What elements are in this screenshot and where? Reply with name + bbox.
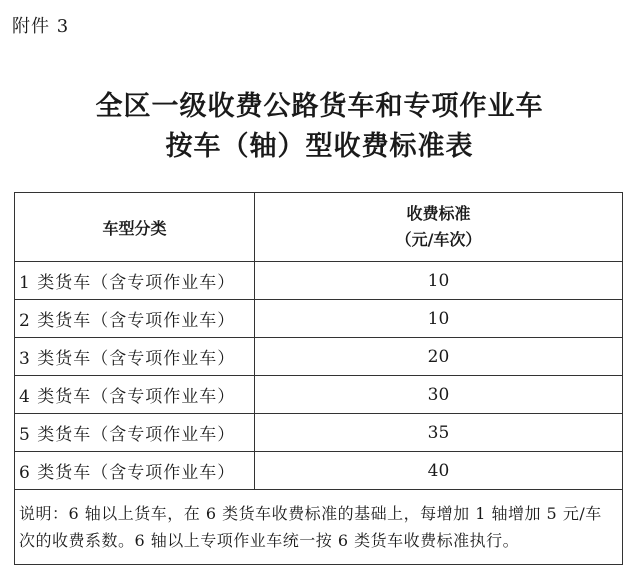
- table-row: [15, 300, 623, 338]
- page-title-line1: 全区一级收费公路货车和专项作业车: [95, 91, 544, 122]
- table-header-row: [15, 193, 623, 262]
- fee-standard-table: [14, 192, 623, 565]
- fee-cell: 30: [255, 376, 623, 414]
- header-fee-title: 收费标准: [406, 204, 471, 223]
- vehicle-type-cell: 2 类货车（含专项作业车）: [15, 300, 255, 338]
- header-fee-standard: [255, 193, 623, 262]
- fee-cell: 20: [255, 338, 623, 376]
- vehicle-type-cell: 6 类货车（含专项作业车）: [15, 452, 255, 490]
- attachment-label: 附件 3: [12, 16, 70, 37]
- table-row: [15, 452, 623, 490]
- table-row: [15, 414, 623, 452]
- header-fee-unit: （元/车次）: [395, 230, 482, 249]
- fee-cell: 35: [255, 414, 623, 452]
- note-cell: 说明：6 轴以上货车，在 6 类货车收费标准的基础上，每增加 1 轴增加 5 元/车次的收费系数。6 轴以上专项作业车统一按 6 类货车收费标准执行。: [15, 490, 623, 565]
- fee-cell: 10: [255, 262, 623, 300]
- vehicle-type-cell: 5 类货车（含专项作业车）: [15, 414, 255, 452]
- fee-cell: 10: [255, 300, 623, 338]
- note-row: [15, 490, 623, 565]
- table-row: [15, 262, 623, 300]
- header-vehicle-type: 车型分类: [15, 193, 255, 262]
- table-row: [15, 338, 623, 376]
- vehicle-type-cell: 3 类货车（含专项作业车）: [15, 338, 255, 376]
- vehicle-type-cell: 1 类货车（含专项作业车）: [15, 262, 255, 300]
- fee-cell: 40: [255, 452, 623, 490]
- page-title-line2: 按车（轴）型收费标准表: [165, 131, 474, 162]
- vehicle-type-cell: 4 类货车（含专项作业车）: [15, 376, 255, 414]
- table-row: [15, 376, 623, 414]
